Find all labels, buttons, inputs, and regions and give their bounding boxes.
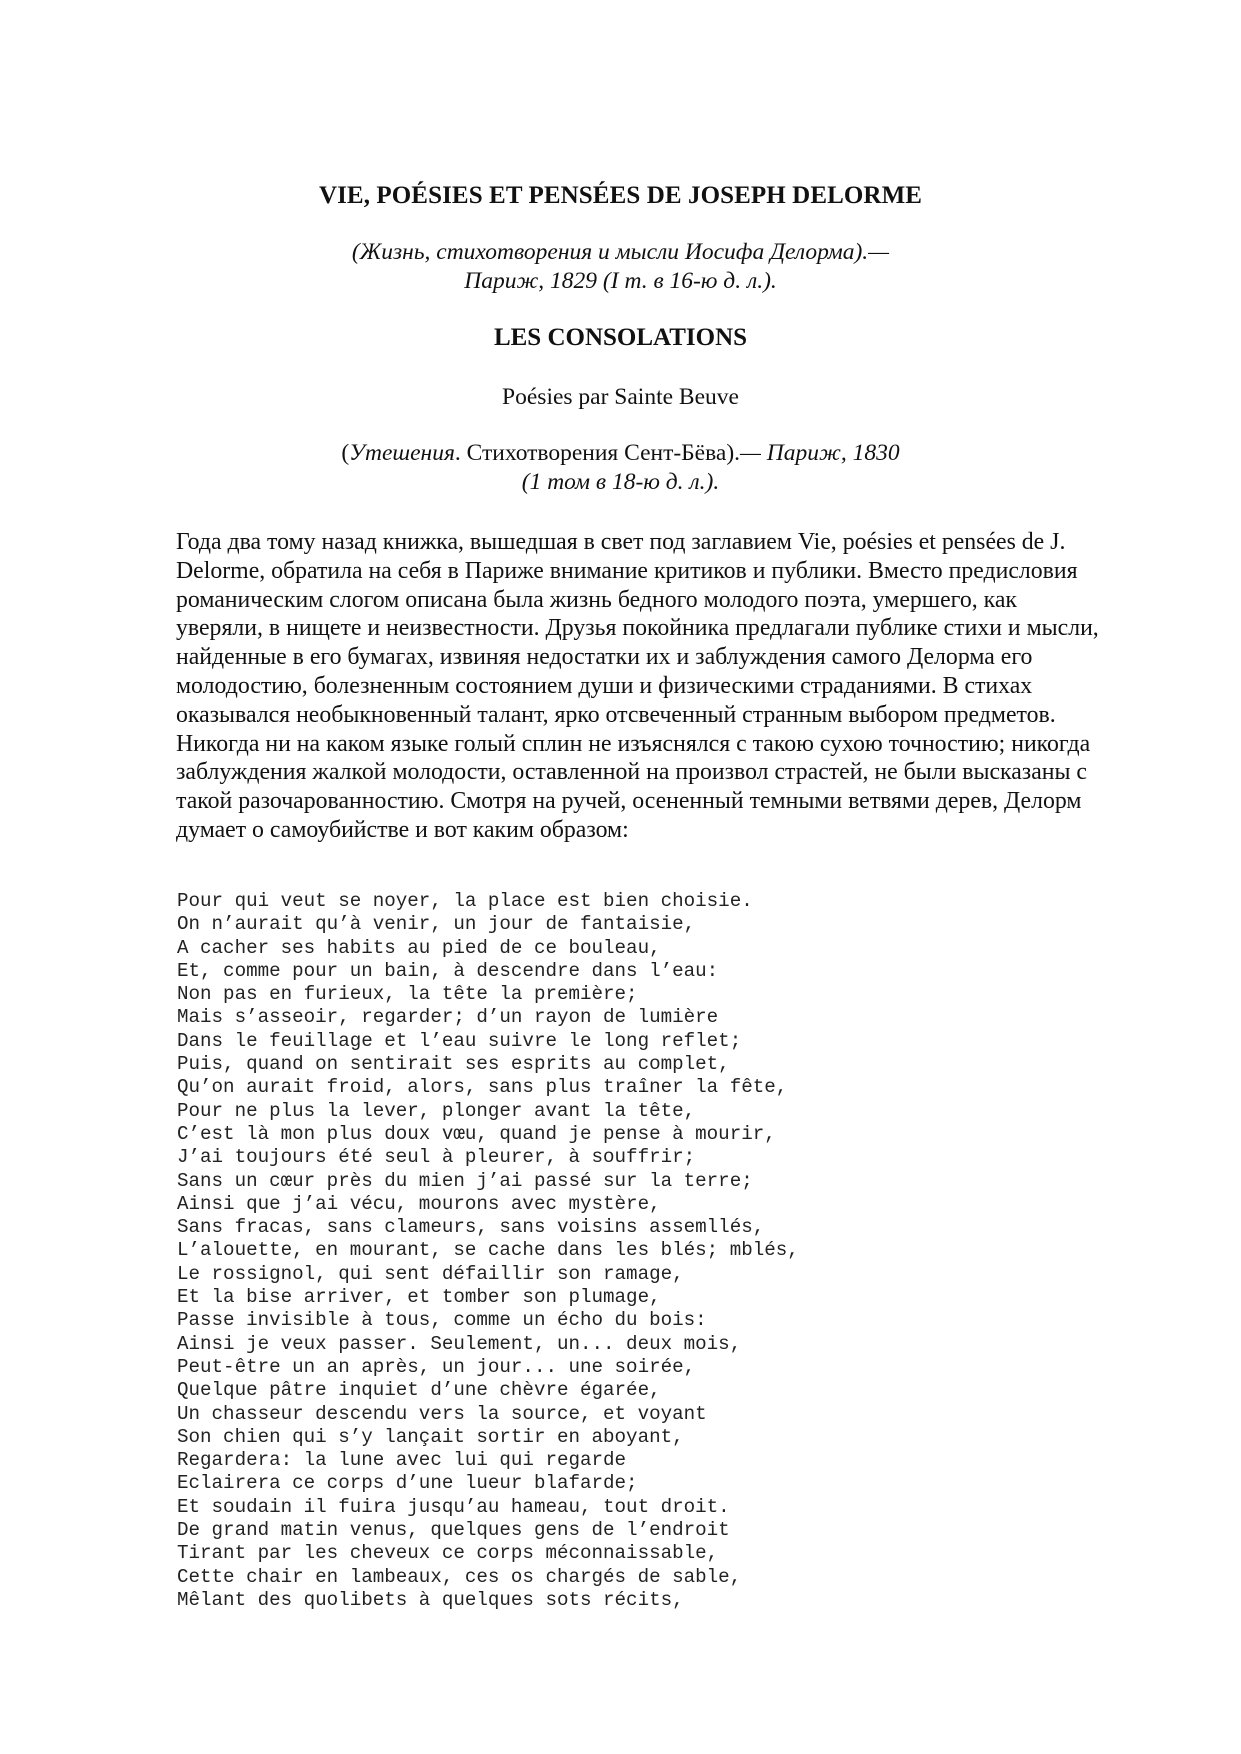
verse-line: Mais s’asseoir, regarder; d’un rayon de lumière [177, 1006, 719, 1029]
section-title: LES CONSOLATIONS [493, 324, 748, 351]
prose-line: Никогда ни на каком языке голый сплин не изъяснялся с такою сухою точностию; никогда [176, 730, 1091, 757]
verse-line: Son chien qui s’y lançait sortir en aboyant, [177, 1425, 684, 1448]
verse-line: Non pas en furieux, la tête la première; [177, 983, 638, 1006]
verse-line: Ainsi je veux passer. Seulement, un... deux mois, [177, 1332, 742, 1355]
verse-line: Qu’on aurait froid, alors, sans plus traîner la fête, [177, 1076, 788, 1099]
prose-line: молодостию, болезненным состоянием души и физическими страданиями. В стихах [176, 672, 1033, 699]
byline: Poésies par Sainte Beuve [502, 384, 739, 410]
verse-line: Ainsi que j’ai vécu, mourons avec mystère, [177, 1192, 661, 1215]
verse-line: Sans fracas, sans clameurs, sans voisins assemllés, [177, 1216, 765, 1239]
prose-line: уверяли, в нищете и неизвестности. Друзья покойника предлагали публике стихи и мысли, [176, 615, 1099, 642]
verse-line: Et, comme pour un bain, à descendre dans l’eau: [177, 959, 719, 982]
verse-line: Cette chair en lambeaux, ces os chargés de sable, [177, 1565, 742, 1588]
verse-line: Passe invisible à tous, comme un écho du bois: [177, 1309, 707, 1332]
subtitle-line-1: (Жизнь, стихотворения и мысли Иосифа Делорма).— [351, 239, 890, 265]
prose-line: заблуждения жалкой молодости, оставленной на произвол страстей, не были высказаны с [176, 759, 1087, 786]
verse-line: Puis, quand on sentirait ses esprits au complet, [177, 1053, 730, 1076]
verse-line: On n’aurait qu’à venir, un jour de fantaisie, [177, 913, 696, 936]
prose-line: найденные в его бумагах, извиняя недостатки их и заблуждения самого Делорма его [176, 644, 1033, 671]
prose-line: романическим слогом описана была жизнь бедного молодого поэта, умершего, как [176, 586, 1017, 613]
verse-line: Eclairera ce corps d’une lueur blafarde; [177, 1472, 638, 1495]
prose-line: думает о самоубийстве и вот каким образом: [176, 816, 629, 843]
prose-line: такой разочарованностию. Смотря на ручей, осененный темными ветвями дерев, Делорм [176, 788, 1082, 815]
prose-paragraph [176, 528, 1116, 845]
verse-line: Pour qui veut se noyer, la place est bien choisie. [177, 890, 753, 912]
verse-line: Dans le feuillage et l’eau suivre le long reflet; [177, 1029, 742, 1052]
prose-line: Delorme, обратила на себя в Париже внимание критиков и публики. Вместо предисловия [176, 557, 1078, 584]
verse-line: L’alouette, en mourant, se cache dans les blés; mblés, [177, 1239, 799, 1262]
note-italic-title: Утешения [349, 440, 455, 466]
document-subtitle [0, 238, 1241, 296]
prose-line: оказывался необыкновенный талант, ярко отсвеченный странным выбором предметов. [176, 701, 1056, 728]
verse-line: Et soudain il fuira jusqu’au hameau, tout droit. [177, 1495, 730, 1518]
verse-line: Pour ne plus la lever, plonger avant la tête, [177, 1099, 696, 1122]
note-italic-place: — Париж, 1830 [740, 440, 900, 466]
verse-line: Mêlant des quolibets à quelques sots récits, [177, 1588, 684, 1611]
verse-line: De grand matin venus, quelques gens de l’endroit [177, 1519, 730, 1542]
note-line-1 [0, 439, 1241, 468]
note-middle-text: . Стихотворения Сент-Бёва). [454, 440, 741, 466]
bibliographic-note [0, 439, 1241, 497]
verse-line: Un chasseur descendu vers la source, et voyant [177, 1402, 707, 1425]
verse-line: C’est là mon plus doux vœu, quand je pense à mourir, [177, 1122, 776, 1145]
verse-line: J’ai toujours été seul à pleurer, à souffrir; [177, 1146, 696, 1169]
prose-line: Года два тому назад книжка, вышедшая в свет под заглавием Vie, poésies et pensées de J. [176, 529, 1066, 555]
note-line-2: (1 том в 18-ю д. л.). [521, 469, 720, 495]
document-title: VIE, POÉSIES ET PENSÉES DE JOSEPH DELORME [318, 182, 923, 209]
verse-line: A cacher ses habits au pied de ce bouleau, [177, 936, 661, 959]
note-open-paren: ( [341, 440, 350, 466]
verse-line: Regardera: la lune avec lui qui regarde [177, 1449, 627, 1472]
verse-line: Sans un cœur près du mien j’ai passé sur la terre; [177, 1169, 753, 1192]
subtitle-line-2: Париж, 1829 (I т. в 16-ю д. л.). [464, 268, 777, 294]
verse-block [177, 890, 799, 1612]
verse-line: Peut-être un an après, un jour... une soirée, [177, 1355, 696, 1378]
verse-line: Quelque pâtre inquiet d’une chèvre égarée, [177, 1379, 661, 1402]
verse-line: Et la bise arriver, et tomber son plumage, [177, 1286, 661, 1309]
verse-line: Tirant par les cheveux ce corps méconnaissable, [177, 1542, 719, 1565]
verse-line: Le rossignol, qui sent défaillir son ramage, [177, 1262, 684, 1285]
